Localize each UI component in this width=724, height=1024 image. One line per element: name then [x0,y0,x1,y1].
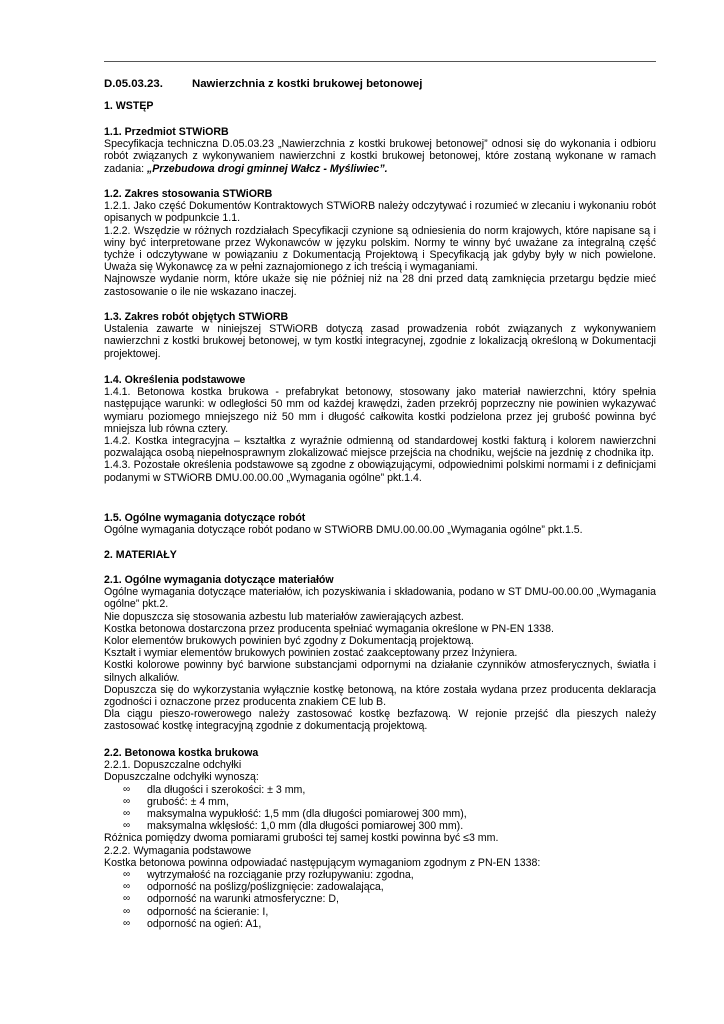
section-1-heading: 1. WSTĘP [104,100,154,112]
list-item: ∞ odporność na poślizg/poślizgnięcie: zadowalająca, [123,881,384,894]
list-item: ∞ dla długości i szerokości: ± 3 mm, [123,783,306,796]
section-1-5-text: Ogólne wymagania dotyczące robót podano w STWiORB DMU.00.00.00 „Wymagania ogólne” pkt.1.5. [104,524,583,537]
section-1-2-heading: 1.2. Zakres stosowania STWiORB [104,188,273,200]
paragraph-2-1-f: Kostki kolorowe powinny być barwione substancjami odpornymi na działanie czynników atmosferycznych, światła i silnych alkaliów. [104,659,656,684]
section-1-1-heading: 1.1. Przedmiot STWiORB [104,126,229,138]
document-title [104,78,422,90]
subsection-2-2-2: 2.2.2. Wymagania podstawowe [104,844,252,857]
bullet-icon: ∞ [123,905,131,917]
bullet-icon: ∞ [123,820,131,832]
tolerance-intro: Dopuszczalne odchyłki wynoszą: [104,771,259,784]
list-item: ∞ maksymalna wypukłość: 1,5 mm (dla długości pomiarowej 300 mm), [123,807,467,820]
bullet-icon: ∞ [123,881,131,893]
section-1-5-heading: 1.5. Ogólne wymagania dotyczące robót [104,512,306,524]
section-1-3 [104,311,656,360]
paragraph-1-4-2: 1.4.2. Kostka integracyjna – kształtka z wyraźnie odmienną od standardowej kostki fakturą i kolorem nawierzchni pozwalająca osobą niepełnosprawnym zlokalizować miejsce przejścia na chodniku, wejście na jezdnię z chodnika itp. [104,435,656,460]
thickness-difference: Różnica pomiędzy dwoma pomiarami grubości tej samej kostki powinna być ≤3 mm. [104,832,499,845]
spec-title: Nawierzchnia z kostki brukowej betonowej [192,78,423,90]
section-2-1-heading: 2.1. Ogólne wymagania dotyczące materiałów [104,574,334,586]
section-1-3-text: Ustalenia zawarte w niniejszej STWiORB dotyczą zasad prowadzenia robót związanych z wykonywaniem nawierzchni z kostki brukowej betonowej, w tym kostki integracynej, zgodnie z lokalizacją określoną w Dokumentacji projektowej. [104,323,656,360]
paragraph-2-1-d: Kolor elementów brukowych powinien być zgodny z Dokumentacją projektową. [104,635,474,648]
section-2-2-heading: 2.2. Betonowa kostka brukowa [104,747,259,759]
section-2-1 [104,574,656,733]
paragraph-2-1-a: Ogólne wymagania dotyczące materiałów, ich pozyskiwania i składowania, podano w ST DMU-00.00.00 „Wymagania ogólne” pkt.2. [104,586,656,611]
tolerance-list [104,784,656,833]
section-1-4-heading: 1.4. Określenia podstawowe [104,374,246,386]
requirements-list [104,869,656,930]
list-item: ∞ odporność na ogień: A1, [123,917,262,930]
paragraph-2-1-c: Kostka betonowa dostarczona przez producenta spełniać wymagania określone w PN-EN 1338. [104,622,554,635]
spec-code: D.05.03.23. [104,78,163,90]
list-item: ∞ wytrzymałość na rozciąganie przy rozłupywaniu: zgodna, [123,868,414,881]
bullet-icon: ∞ [123,795,131,807]
bullet-icon: ∞ [123,783,131,795]
section-1-2 [104,188,656,298]
list-item: ∞ maksymalna wklęsłość: 1,0 mm (dla długości pomiarowej 300 mm). [123,820,464,833]
section-2-2 [104,747,656,930]
paragraph-2-1-e: Kształt i wymiar elementów brukowych powinien zostać zaakceptowany przez Inżyniera. [104,647,518,660]
section-2-heading: 2. MATERIAŁY [104,549,177,561]
section-1-1-text: Specyfikacja techniczna D.05.03.23 „Nawierzchnia z kostki brukowej betonowej” odnosi się do wykonania i odbioru robót związanych z wykonywaniem nawierzchni z kostki brukowej betonowej, które zostaną wykonane w ramach zadania: „Przebudowa drogi gminnej Wałcz - Myśliwiec”. [104,138,656,175]
paragraph-1-4-1: 1.4.1. Betonowa kostka brukowa - prefabrykat betonowy, stosowany jako materiał nawierzchni, który spełnia następujące warunki: w odległości 50 mm od każdej krawędzi, żaden przekrój poprzeczny nie powinien wykazywać wymiaru poziomego mniejszego niż 50 mm i długość całkowita kostki podzielona przez jej grubość powinna być mniejsza lub równa cztery. [104,386,656,435]
paragraph-1-2-1: 1.2.1. Jako część Dokumentów Kontraktowych STWiORB należy odczytywać i rozumieć w zlecaniu i wykonaniu robót opisanych w podpunkcie 1.1. [104,200,656,225]
bullet-icon: ∞ [123,893,131,905]
paragraph-1-4-3: 1.4.3. Pozostałe określenia podstawowe są zgodne z obowiązującymi, odpowiednimi polskimi normami i z definicjami podanymi w STWiORB DMU.00.00.00 „Wymagania ogólne” pkt.1.4. [104,459,656,484]
paragraph-1-2-2: 1.2.2. Wszędzie w różnych rozdziałach Specyfikacji czynione są odniesienia do norm krajowych, które napisane są i winy być interpretowane przez Wykonawców w języku polskim. Normy te winny być uważane za integralną część tychże i odczytywane w powiązaniu z Dokumentacją Projektową i Specyfikacją jak gdyby były w nich powielone. Uważa się Wykonawcę za w pełni zaznajomionego z ich treścią i wymaganiami. [104,224,656,274]
task-name: „Przebudowa drogi gminnej Wałcz - Myśliwiec”. [147,162,388,175]
bullet-icon: ∞ [123,807,131,819]
paragraph-1-2-note: Najnowsze wydanie norm, które ukaże się nie później niż na 28 dni przed datą zamknięcia przetargu będzie mieć zastosowanie o ile nie wskazano inaczej. [104,273,656,298]
section-1-4 [104,374,656,484]
paragraph-2-1-h: Dla ciągu pieszo-rowerowego należy zastosować kostkę bezfazową. W rejonie przejść dla pieszych należy zastosować kostkę integracyjną zgodnie z dokumentacją projektową. [104,708,656,733]
subsection-2-2-1: 2.2.1. Dopuszczalne odchyłki [104,759,242,772]
list-item: ∞ grubość: ± 4 mm, [123,795,229,808]
section-1-3-heading: 1.3. Zakres robót objętych STWiORB [104,311,289,323]
section-1-5 [104,512,656,536]
header-rule [104,61,656,62]
bullet-icon: ∞ [123,868,131,880]
requirements-intro: Kostka betonowa powinna odpowiadać następującym wymaganiom zgodnym z PN-EN 1338: [104,856,541,869]
list-item: ∞ odporność na warunki atmosferyczne: D, [123,893,339,906]
list-item: ∞ odporność na ścieranie: I, [123,905,269,918]
section-1-1 [104,126,656,175]
paragraph-2-1-b: Nie dopuszcza się stosowania azbestu lub materiałów zawierających azbest. [104,610,464,623]
bullet-icon: ∞ [123,917,131,929]
paragraph-2-1-g: Dopuszcza się do wykorzystania wyłącznie kostkę betonową, na które została wydana przez producenta deklaracja zgodności i oznaczone przez producenta znakiem CE lub B. [104,683,656,709]
